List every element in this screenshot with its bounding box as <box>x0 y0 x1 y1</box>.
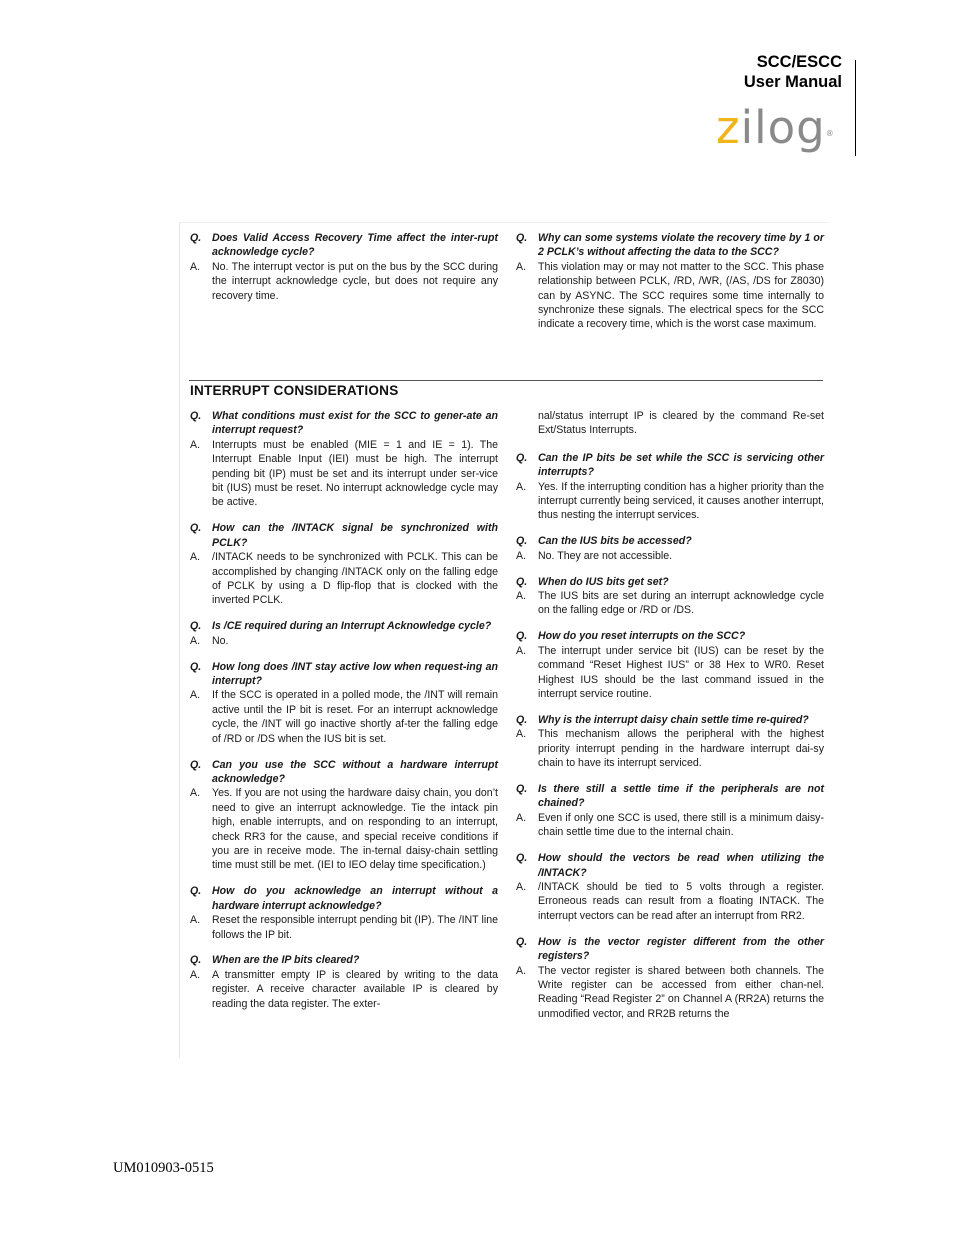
answer-label: A. <box>516 549 527 562</box>
answer-label: A. <box>190 689 201 702</box>
answer-text: No. The interrupt vector is put on the bus by the SCC during the interrupt acknowledge cycle, but does not require any recovery time. <box>212 260 498 302</box>
question-text: Is /CE required during an Interrupt Acknowledge cycle? <box>212 620 492 633</box>
answer-label: A. <box>516 728 527 741</box>
question-label: Q. <box>516 783 528 796</box>
question-label: Q. <box>190 954 202 967</box>
answer-label: A. <box>190 438 201 451</box>
answer <box>190 968 498 1011</box>
qa-item <box>190 953 498 1011</box>
question <box>516 231 824 260</box>
qa-item <box>190 409 498 510</box>
qa-item <box>190 758 498 873</box>
question <box>190 953 498 967</box>
answer <box>516 811 824 840</box>
answer <box>516 260 824 332</box>
question-text: Can you use the SCC without a hardware interrupt acknowledge? <box>212 758 498 785</box>
answer <box>190 634 498 648</box>
answer-text: This mechanism allows the peripheral with the highest priority interrupt pending in the hardware interrupt dai-sy chain to have its interrupt serviced. <box>538 728 824 770</box>
question <box>190 619 498 633</box>
document-number: UM010903-0515 <box>113 1160 214 1176</box>
question <box>190 521 498 550</box>
section-rule <box>189 380 823 381</box>
answer-label: A. <box>190 787 201 800</box>
answer-text: /INTACK should be tied to 5 volts through a register. Erroneous reads can result from a floating INTACK. The interrupt vectors can be read after an interrupt from RR2. <box>538 880 824 922</box>
question-text: Why can some systems violate the recovery time by 1 or 2 PCLK’s without affecting the data to the SCC? <box>538 232 824 259</box>
question-text: Why is the interrupt daisy chain settle time re-quired? <box>538 713 809 726</box>
answer-label: A. <box>516 644 527 657</box>
question <box>516 534 824 548</box>
question <box>516 575 824 589</box>
question-text: Is there still a settle time if the peripherals are not chained? <box>538 783 824 810</box>
question-text: Can the IUS bits be accessed? <box>538 535 692 548</box>
question <box>516 451 824 480</box>
answer <box>190 550 498 608</box>
qa-item <box>516 782 824 840</box>
question-text: How should the vectors be read when utilizing the /INTACK? <box>538 852 824 879</box>
answer <box>190 260 498 303</box>
answer-text: Even if only one SCC is used, there still is a minimum daisy-chain settle time due to the internal chain. <box>538 811 824 839</box>
qa-item <box>516 713 824 771</box>
question-text: When do IUS bits get set? <box>538 575 669 588</box>
right-column <box>516 409 824 1033</box>
qa-item <box>190 521 498 607</box>
scan-top-edge <box>179 222 829 223</box>
question <box>516 935 824 964</box>
answer-label: A. <box>516 590 527 603</box>
qa-item <box>516 451 824 523</box>
answer <box>516 880 824 923</box>
question <box>190 758 498 787</box>
header-title: SCC/ESCC <box>756 53 842 71</box>
question-text: How can the /INTACK signal be synchronized with PCLK? <box>212 522 498 549</box>
answer <box>516 727 824 770</box>
question-label: Q. <box>516 852 528 865</box>
qa-item <box>516 629 824 701</box>
qa-item <box>516 935 824 1021</box>
left-column <box>190 409 498 1023</box>
question-label: Q. <box>190 232 202 244</box>
question-label: Q. <box>190 522 202 535</box>
question-label: Q. <box>516 535 528 548</box>
qa-item <box>516 231 824 332</box>
qa-item <box>190 231 498 303</box>
answer-label: A. <box>190 914 201 927</box>
answer-text: Yes. If the interrupting condition has a higher priority than the interrupt currently being serviced, it causes another interrupt, thus nesting the interrupt services. <box>538 480 824 522</box>
answer-label: A. <box>190 551 201 564</box>
question-label: Q. <box>516 575 528 588</box>
answer-text: If the SCC is operated in a polled mode, the /INT will remain active until the IP bit is reset. For an interrupt acknowledge cycle, the /INT will go inactive shortly af-ter the falling edge of /RD or /DS when the IUS bit is set. <box>212 689 498 745</box>
answer-label: A. <box>516 880 527 893</box>
answer <box>516 480 824 523</box>
question-text: How long does /INT stay active low when request-ing an interrupt? <box>212 660 498 687</box>
question <box>516 629 824 643</box>
answer <box>516 964 824 1022</box>
question-label: Q. <box>190 758 202 771</box>
answer <box>516 589 824 618</box>
question-text: What conditions must exist for the SCC to gener-ate an interrupt request? <box>212 410 498 437</box>
header-divider <box>855 60 856 156</box>
answer-text: No. They are not accessible. <box>538 549 673 562</box>
question-label: Q. <box>516 713 528 726</box>
answer <box>190 438 498 510</box>
answer-label: A. <box>190 634 201 647</box>
answer-text: The interrupt under service bit (IUS) can be reset by the command “Reset Highest IUS” or 38 Hex to WR0. Reset Highest IUS should be the last command issued in the interrupt service routine. <box>538 644 824 700</box>
question-text: Can the IP bits be set while the SCC is servicing other interrupts? <box>538 451 824 479</box>
question-text: How is the vector register different from the other registers? <box>538 935 824 963</box>
zilog-logo: zilog® <box>716 101 835 154</box>
question-text: How do you reset interrupts on the SCC? <box>538 630 746 643</box>
question-label: Q. <box>190 410 202 422</box>
question-label: Q. <box>190 885 202 898</box>
question <box>190 409 498 438</box>
answer-text: No. <box>212 634 229 647</box>
question <box>516 851 824 880</box>
qa-item <box>190 619 498 648</box>
answer <box>190 688 498 746</box>
answer-text: Yes. If you are not using the hardware daisy chain, you don’t need to give an interrupt acknowledge. Tie the intack pin high, enable interrupts, and on responding to an interrupt, check RR3 for the cause, and special receive conditions if you are in receive mode. The in-ternal daisy-chain settling time must still be met. (IEI to IEO delay time specification.) <box>212 787 498 872</box>
qa-item <box>516 534 824 563</box>
answer-text: Reset the responsible interrupt pending bit (IP). The /INT line follows the IP bit. <box>212 914 498 941</box>
document-header <box>744 52 842 92</box>
answer-text: The vector register is shared between both channels. The Write register can be accessed from either chan-nel. Reading “Read Register 2” on Channel A (RR2A) returns the unmodified vector, and RR2B returns the <box>538 964 824 1020</box>
top-left-column <box>190 231 498 314</box>
question-text: How do you acknowledge an interrupt without a hardware interrupt acknowledge? <box>212 885 498 912</box>
question <box>190 660 498 689</box>
answer-label: A. <box>516 480 527 493</box>
question <box>190 884 498 913</box>
answer <box>516 644 824 702</box>
answer-text: /INTACK needs to be synchronized with PCLK. This can be accomplished by changing /INTACK only on the falling edge of PCLK by using a D flip-flop that is clocked with the inverted PCLK. <box>212 551 498 607</box>
answer-text: This violation may or may not matter to the SCC. This phase relationship between PCLK, /RD, /WR, (/AS, /DS for Z8030) can by ASYNC. The SCC requires some time internally to synchronize these signals. The electrical specs for the SCC indicate a recovery time, which is the worst case maximum. <box>538 260 824 331</box>
question-label: Q. <box>516 935 528 948</box>
answer-text: Interrupts must be enabled (MIE = 1 and IE = 1). The Interrupt Enable Input (IEI) must be high. The interrupt pending bit (IP) must be set and its interrupt under ser-vice bit (IUS) must be reset. No interrupt acknowledge cycle may be active. <box>212 438 498 509</box>
top-right-column <box>516 231 824 343</box>
continued-answer-text: nal/status interrupt IP is cleared by the command Re-set Ext/Status Interrupts. <box>538 410 824 437</box>
answer <box>190 786 498 872</box>
question <box>516 782 824 811</box>
answer <box>190 913 498 942</box>
question-text: When are the IP bits cleared? <box>212 954 360 967</box>
qa-item <box>190 660 498 746</box>
answer-label: A. <box>190 968 201 981</box>
answer-label: A. <box>190 260 201 273</box>
answer-label: A. <box>516 811 527 824</box>
section-title: INTERRUPT CONSIDERATIONS <box>190 383 399 398</box>
qa-item <box>516 575 824 618</box>
answer-label: A. <box>516 964 527 977</box>
answer-text: The IUS bits are set during an interrupt acknowledge cycle on the falling edge or /RD or /DS. <box>538 590 824 617</box>
question-label: Q. <box>516 232 528 244</box>
answer-label: A. <box>516 260 527 273</box>
question-label: Q. <box>190 620 202 633</box>
question-label: Q. <box>516 451 528 464</box>
question <box>516 713 824 727</box>
question <box>190 231 498 260</box>
question-label: Q. <box>190 660 202 673</box>
question-text: Does Valid Access Recovery Time affect the inter-rupt acknowledge cycle? <box>212 232 498 259</box>
qa-item <box>190 884 498 942</box>
question-label: Q. <box>516 630 528 643</box>
qa-item <box>516 851 824 923</box>
scan-edge <box>179 222 180 1058</box>
header-subtitle: User Manual <box>743 73 842 91</box>
answer-text: A transmitter empty IP is cleared by writing to the data register. A receive character available IP is cleared by reading the data register. The exter- <box>212 968 498 1010</box>
continued-answer <box>516 409 824 438</box>
answer <box>516 549 824 563</box>
